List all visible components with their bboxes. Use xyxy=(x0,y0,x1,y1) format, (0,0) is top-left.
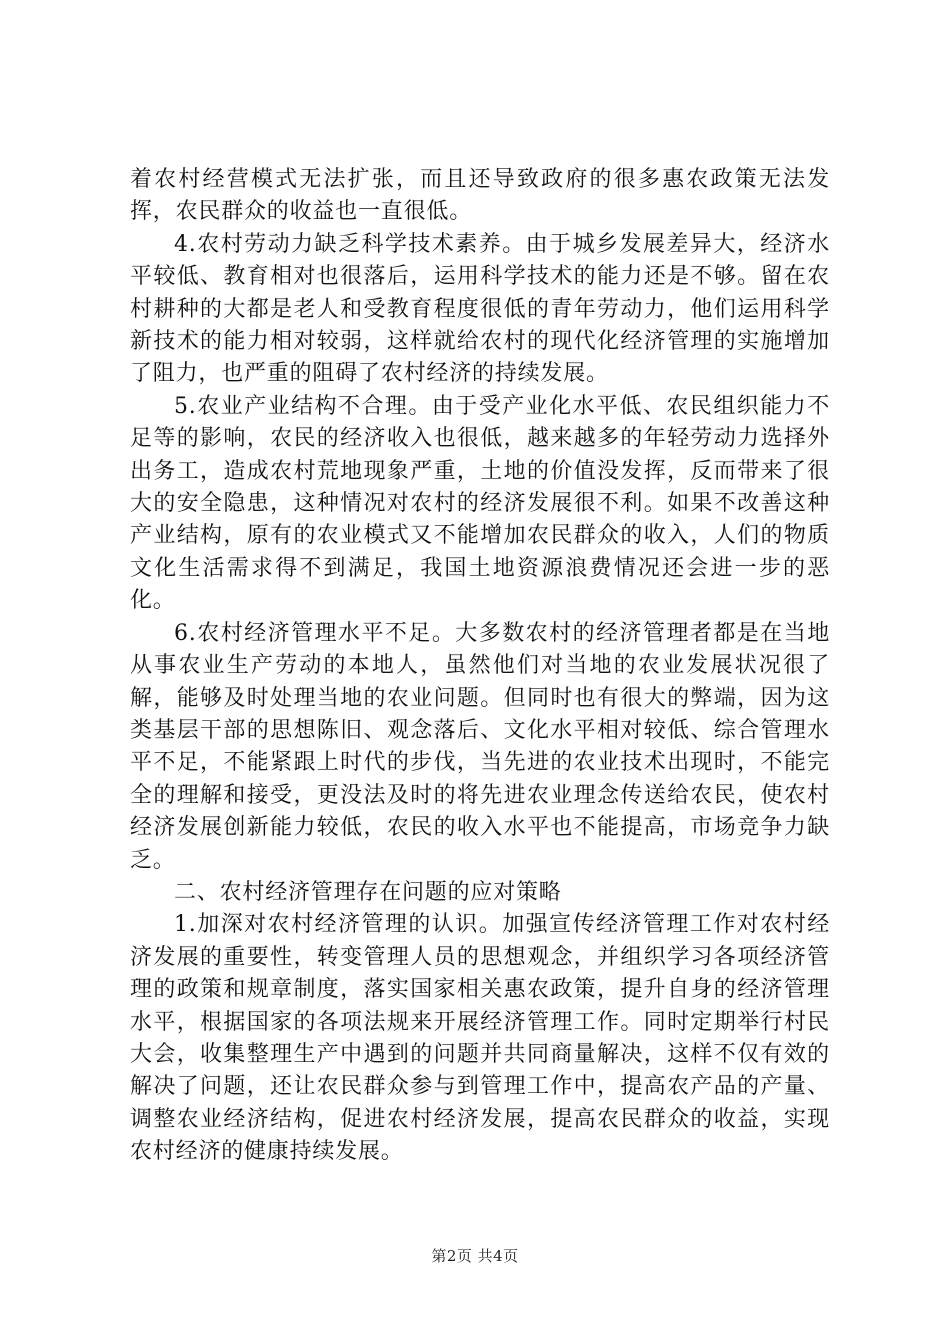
paragraph-point-4: 4.农村劳动力缺乏科学技术素养。由于城乡发展差异大，经济水平较低、教育相对也很落后，运用科学技术的能力还是不够。留在农村耕种的大都是老人和受教育程度很低的青年劳动力，他们运用科学新技术的能力相对较弱，这样就给农村的现代化经济管理的实施增加了阻力，也严重的阻碍了农村经济的持续发展。 xyxy=(130,231,830,387)
paragraph-continuation: 着农村经营模式无法扩张，而且还导致政府的很多惠农政策无法发挥，农民群众的收益也一直很低。 xyxy=(130,167,830,225)
document-body xyxy=(130,164,830,1169)
paragraph-point-6: 6.农村经济管理水平不足。大多数农村的经济管理者都是在当地从事农业生产劳动的本地人，虽然他们对当地的农业发展状况很了解，能够及时处理当地的农业问题。但同时也有很大的弊端，因为这类基层干部的思想陈旧、观念落后、文化水平相对较低、综合管理水平不足，不能紧跟上时代的步伐，当先进的农业技术出现时，不能完全的理解和接受，更没法及时的将先进农业理念传送给农民，使农村经济发展创新能力较低，农民的收入水平也不能提高，市场竞争力缺乏。 xyxy=(130,620,830,873)
paragraph-strategy-1: 1.加深对农村经济管理的认识。加强宣传经济管理工作对农村经济发展的重要性，转变管理人员的思想观念，并组织学习各项经济管理的政策和规章制度，落实国家相关惠农政策，提升自身的经济管理水平，根据国家的各项法规来开展经济管理工作。同时定期举行村民大会，收集整理生产中遇到的问题并共同商量解决，这样不仅有效的解决了问题，还让农民群众参与到管理工作中，提高农产品的产量、调整农业经济结构，促进农村经济发展，提高农民群众的收益，实现农村经济的健康持续发展。 xyxy=(130,912,830,1165)
page-number-footer: 第2页 共4页 xyxy=(431,1247,519,1265)
paragraph-point-5: 5.农业产业结构不合理。由于受产业化水平低、农民组织能力不足等的影响，农民的经济收入也很低，越来越多的年轻劳动力选择外出务工，造成农村荒地现象严重，土地的价值没发挥，反而带来了很大的安全隐患，这种情况对农村的经济发展很不利。如果不改善这种产业结构，原有的农业模式又不能增加农民群众的收入，人们的物质文化生活需求得不到满足，我国土地资源浪费情况还会进一步的恶化。 xyxy=(130,393,830,614)
section-heading: 二、农村经济管理存在问题的应对策略 xyxy=(174,879,562,905)
